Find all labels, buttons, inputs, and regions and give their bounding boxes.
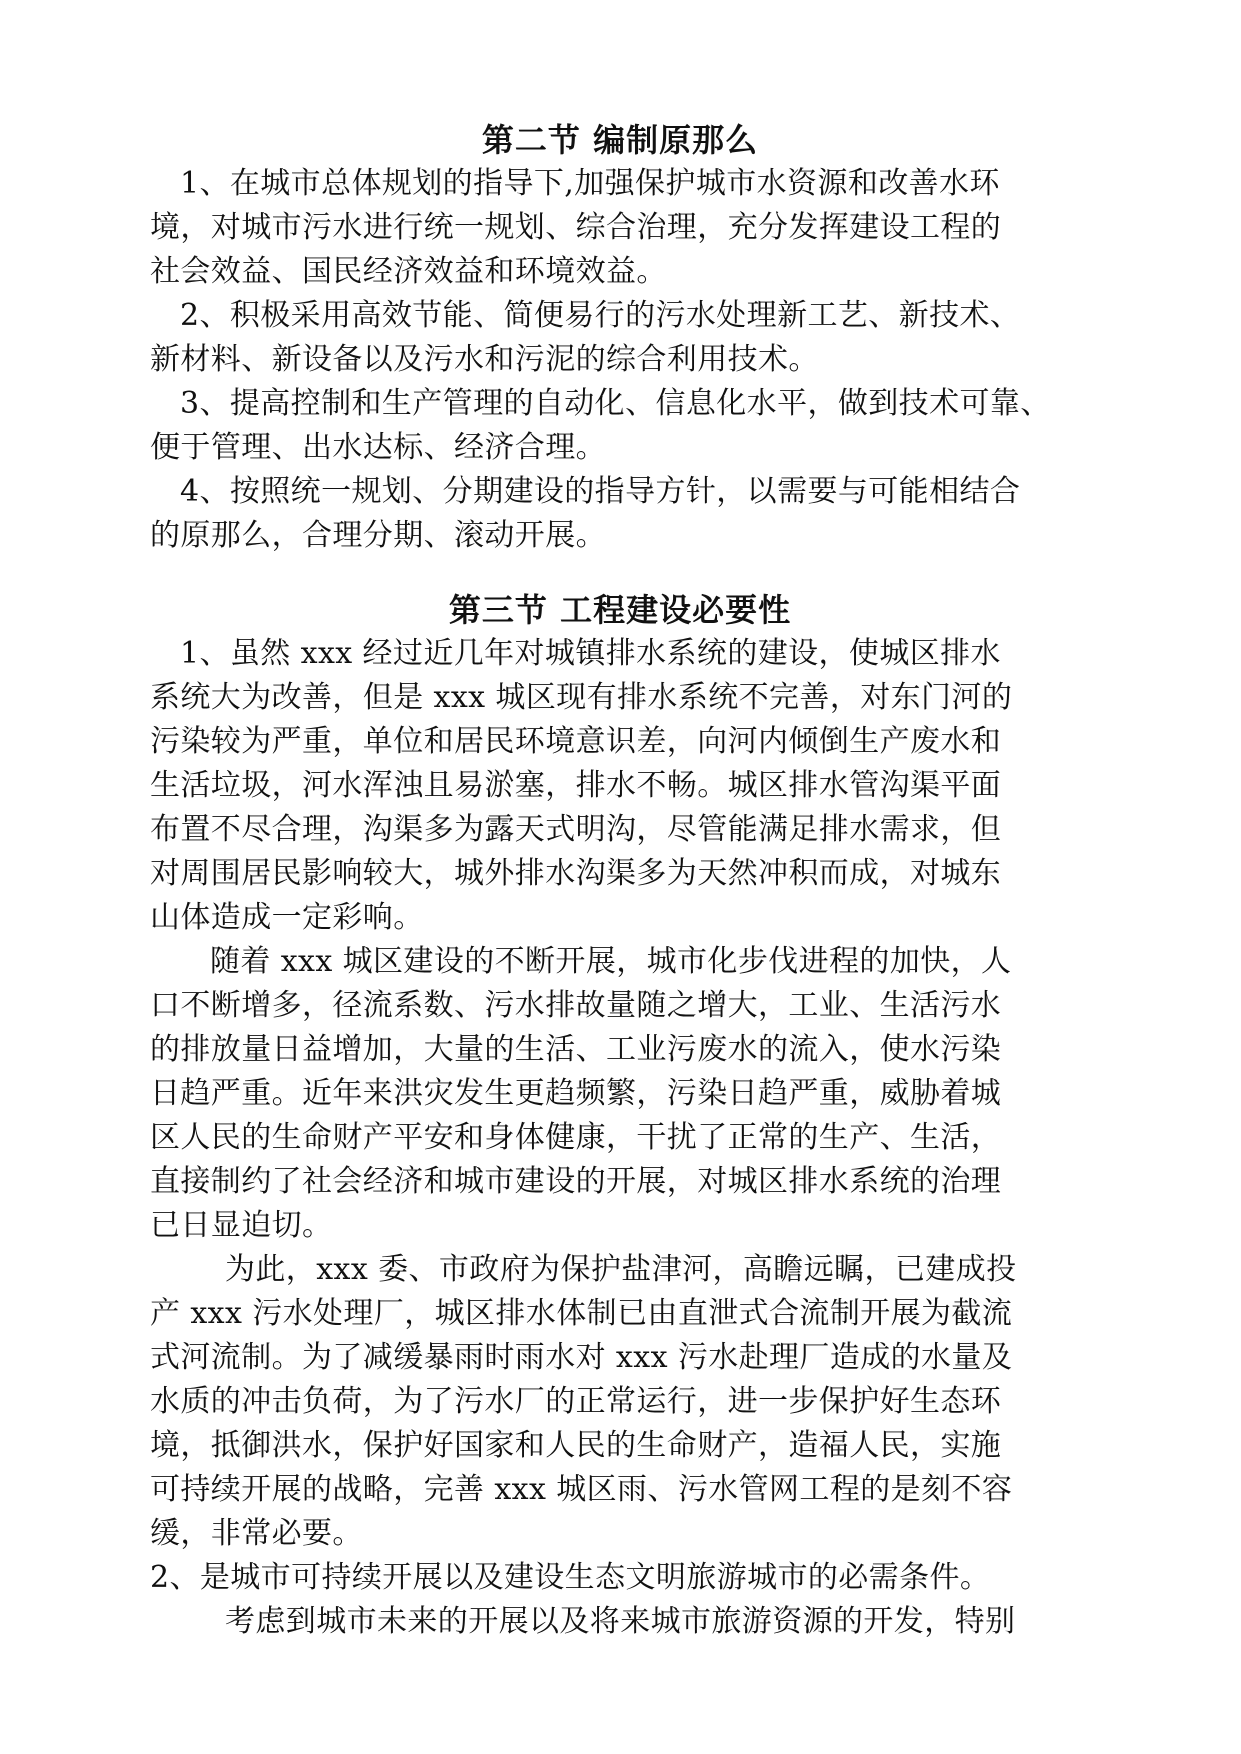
section-2-heading: 第二节 编制原那么 xyxy=(481,121,759,159)
paragraph-line: 对周围居民影响较大，城外排水沟渠多为天然冲积而成，对城东 xyxy=(150,856,1002,891)
paragraph-line: 境，抵御洪水，保护好国家和人民的生命财产，造福人民，实施 xyxy=(150,1428,1002,1463)
paragraph-line: 污染较为严重，单位和居民环境意识差，向河内倾倒生产废水和 xyxy=(150,724,1002,759)
paragraph-line: 1、在城市总体规划的指导下,加强保护城市水资源和改善水环 xyxy=(180,166,1000,201)
paragraph-line: 日趋严重。近年来洪灾发生更趋频繁，污染日趋严重，威胁着城 xyxy=(150,1076,1002,1111)
paragraph-line: 2、积极采用高效节能、简便易行的污水处理新工艺、新技术、 xyxy=(180,298,1021,333)
paragraph-line: 生活垃圾，河水浑浊且易淤塞，排水不畅。城区排水管沟渠平面 xyxy=(150,768,1002,803)
paragraph-line: 的排放量日益增加，大量的生活、工业污废水的流入，使水污染 xyxy=(150,1032,1002,1067)
paragraph-line: 的原那么，合理分期、滚动开展。 xyxy=(150,518,606,553)
paragraph-line: 式河流制。为了减缓暴雨时雨水对 xxx 污水赴理厂造成的水量及 xyxy=(150,1340,1013,1375)
section-3 xyxy=(150,588,1090,1644)
paragraph-line: 区人民的生命财产平安和身体健康，干扰了正常的生产、生活， xyxy=(150,1120,1002,1155)
paragraph-line: 境，对城市污水进行统一规划、综合治理，充分发挥建设工程的 xyxy=(150,210,1002,245)
paragraph-line: 考虑到城市未来的开展以及将来城市旅游资源的开发，特别 xyxy=(225,1604,1016,1639)
paragraph-line: 已日显迫切。 xyxy=(150,1208,333,1243)
paragraph-line: 布置不尽合理，沟渠多为露天式明沟，尽管能满足排水需求，但 xyxy=(150,812,1002,847)
paragraph-line: 系统大为改善，但是 xxx 城区现有排水系统不完善，对东门河的 xyxy=(150,680,1013,715)
paragraph-line: 4、按照统一规划、分期建设的指导方针，以需要与可能相结合 xyxy=(180,474,1021,509)
paragraph-line: 产 xxx 污水处理厂，城区排水体制已由直泄式合流制开展为截流 xyxy=(150,1296,1013,1331)
paragraph-line: 缓，非常必要。 xyxy=(150,1516,363,1551)
paragraph-line: 1、虽然 xxx 经过近几年对城镇排水系统的建设，使城区排水 xyxy=(180,636,1001,671)
paragraph-line: 山体造成一定彩响。 xyxy=(150,900,424,935)
paragraph-line: 可持续开展的战略，完善 xxx 城区雨、污水管网工程的是刻不容 xyxy=(150,1472,1013,1507)
paragraph-line: 新材料、新设备以及污水和污泥的综合利用技术。 xyxy=(150,342,819,377)
paragraph-line: 随着 xxx 城区建设的不断开展，城市化步伐进程的加快，人 xyxy=(210,944,1012,979)
paragraph-line: 直接制约了社会经济和城市建设的开展，对城区排水系统的治理 xyxy=(150,1164,1002,1199)
paragraph-line: 便于管理、出水达标、经济合理。 xyxy=(150,430,606,465)
section-2 xyxy=(150,118,1090,558)
paragraph-line: 口不断增多，径流系数、污水排故量随之增大，工业、生活污水 xyxy=(150,988,1002,1023)
paragraph-line: 为此，xxx 委、市政府为保护盐津河，高瞻远瞩，已建成投 xyxy=(225,1252,1017,1287)
paragraph-line: 社会效益、国民经济效益和环境效益。 xyxy=(150,254,667,289)
paragraph-line: 3、提高控制和生产管理的自动化、信息化水平，做到技术可靠、 xyxy=(180,386,1051,421)
paragraph-line: 水质的冲击负荷，为了污水厂的正常运行，进一步保护好生态环 xyxy=(150,1384,1002,1419)
section-3-heading: 第三节 工程建设必要性 xyxy=(448,591,792,629)
paragraph-line: 2、是城市可持续开展以及建设生态文明旅游城市的必需条件。 xyxy=(150,1560,991,1595)
